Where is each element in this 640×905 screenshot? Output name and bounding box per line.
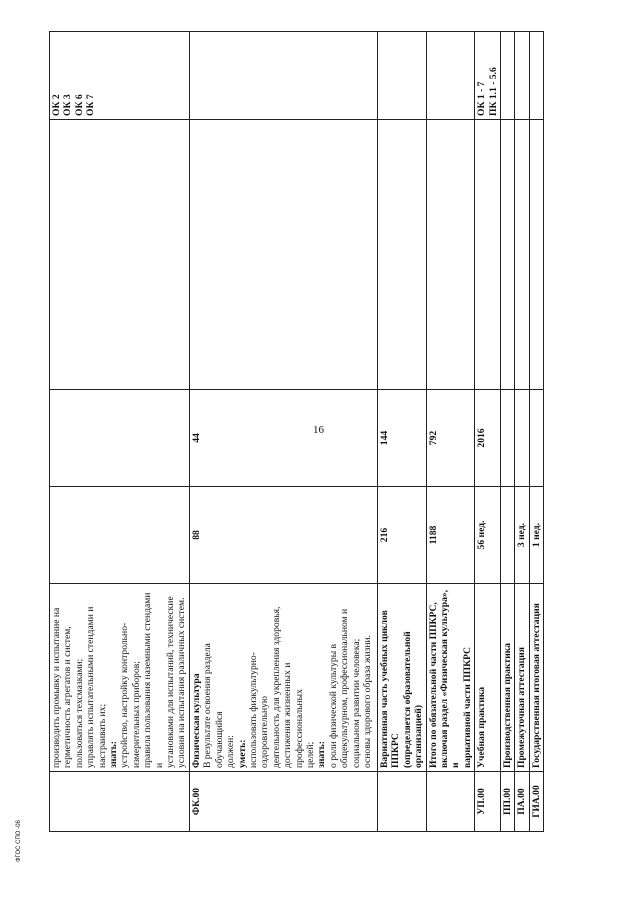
discipline-cell	[426, 120, 475, 390]
description-line: социальном развитии человека;	[350, 638, 362, 768]
table-row	[189, 32, 377, 832]
description-line: измерительных приборов;	[130, 661, 142, 768]
description-line: использовать физкультурно-оздоровительную	[247, 652, 271, 768]
hours-cell	[500, 390, 514, 487]
competencies-cell	[377, 32, 426, 120]
hours-cell: 792	[426, 390, 475, 487]
table-row	[500, 32, 514, 832]
description-line: целей;	[304, 741, 316, 768]
index-cell: ПП.00	[500, 772, 514, 832]
description-cell	[500, 584, 514, 772]
description-line: включая раздел «Физическая культура», и	[438, 589, 462, 768]
hours-cell: 144	[377, 390, 426, 487]
max-load-cell: 3 нед.	[515, 487, 529, 584]
table-row	[426, 32, 475, 832]
description-line: устройство, настройку контрольно-	[119, 622, 131, 768]
description-line: Промежуточная аттестация	[516, 647, 528, 768]
index-cell	[426, 772, 475, 832]
competencies-cell	[515, 32, 529, 120]
description-line: уметь:	[236, 739, 248, 768]
description-cell	[475, 584, 501, 772]
hours-cell	[50, 390, 190, 487]
table-row	[475, 32, 501, 832]
description-cell	[50, 584, 190, 772]
competency-code: ОК 1 - 7	[476, 81, 488, 116]
description-line: общекультурном, профессиональном и	[339, 608, 351, 768]
max-load-cell: 1 нед.	[529, 487, 543, 584]
description-line: Государственная итоговая аттестация	[530, 603, 542, 768]
description-line: деятельность для укрепления здоровья,	[270, 606, 282, 768]
discipline-cell	[515, 120, 529, 390]
index-cell: УП.00	[475, 772, 501, 832]
description-line: Производственная практика	[501, 643, 513, 768]
table-row	[377, 32, 426, 832]
description-line: знать:	[316, 741, 328, 768]
description-line: В результате освоения раздела обучающийся	[202, 643, 225, 768]
discipline-cell	[50, 120, 190, 390]
footer-label: ФГОС СПО -06	[16, 820, 22, 862]
hours-cell	[529, 390, 543, 487]
competencies-cell	[529, 32, 543, 120]
description-line: должен:	[225, 735, 237, 768]
discipline-cell	[377, 120, 426, 390]
max-load-cell: 56 нед.	[475, 487, 501, 584]
description-line: вариативной части ППКРС	[461, 647, 473, 768]
discipline-cell	[189, 120, 377, 390]
max-load-cell	[500, 487, 514, 584]
description-line: Физическая культура	[190, 673, 202, 768]
max-load-cell: 216	[377, 487, 426, 584]
description-line: Вариативная часть учебных циклов ППКРС	[378, 610, 402, 768]
description-line: настраивать их;	[96, 703, 108, 768]
max-load-cell: 1188	[426, 487, 475, 584]
max-load-cell	[50, 487, 190, 584]
competencies-cell	[426, 32, 475, 120]
description-line: о роли физической культуры в	[327, 643, 339, 768]
description-line: герметичность агрегатов и систем,	[62, 626, 74, 768]
discipline-cell	[500, 120, 514, 390]
competency-code: ОК 7	[85, 94, 97, 116]
index-cell	[377, 772, 426, 832]
description-line: знать:	[108, 741, 120, 768]
description-cell	[189, 584, 377, 772]
description-cell	[529, 584, 543, 772]
discipline-cell	[529, 120, 543, 390]
description-line: правила пользования наземными стендами и	[142, 592, 165, 768]
competencies-cell	[475, 32, 501, 120]
description-cell	[515, 584, 529, 772]
description-cell	[377, 584, 426, 772]
competency-code: ПК 1.1 - 5.6	[487, 67, 499, 116]
description-line: организацией)	[413, 704, 425, 768]
competency-code: ОК 3	[62, 94, 74, 116]
index-cell	[50, 772, 190, 832]
table-row	[50, 32, 190, 832]
description-cell	[426, 584, 475, 772]
table-row	[515, 32, 529, 832]
discipline-cell	[475, 120, 501, 390]
page-number: 16	[313, 424, 324, 436]
description-line: (определяется образовательной	[401, 631, 413, 768]
competencies-cell	[500, 32, 514, 120]
description-line: Учебная практика	[476, 686, 488, 768]
description-line: производить промывку и испытание на	[51, 607, 62, 768]
competency-code: ОК 6	[73, 94, 85, 116]
index-cell: ГИА.00	[529, 772, 543, 832]
description-line: Итого по обязательной части ППКРС,	[427, 602, 439, 768]
description-line: установками для испытаний, технические	[165, 596, 177, 768]
description-line: основы здорового образа жизни.	[361, 634, 373, 768]
max-load-cell: 88	[189, 487, 377, 584]
competency-code: ОК 2	[51, 94, 62, 116]
curriculum-table	[49, 31, 544, 832]
competencies-cell	[50, 32, 190, 120]
hours-cell: 44	[189, 390, 377, 487]
description-line: достижения жизненных и профессиональных	[282, 662, 305, 768]
table-row	[529, 32, 543, 832]
index-cell: ФК.00	[189, 772, 377, 832]
hours-cell: 2016	[475, 390, 501, 487]
index-cell: ПА.00	[515, 772, 529, 832]
description-line: условия на испытания различных систем.	[176, 597, 188, 768]
hours-cell	[515, 390, 529, 487]
description-line: управлять испытательными стендами и	[85, 606, 97, 768]
description-line: пользоваться техсмазками;	[73, 658, 85, 768]
rotated-table-container	[49, 32, 597, 832]
competencies-cell	[189, 32, 377, 120]
